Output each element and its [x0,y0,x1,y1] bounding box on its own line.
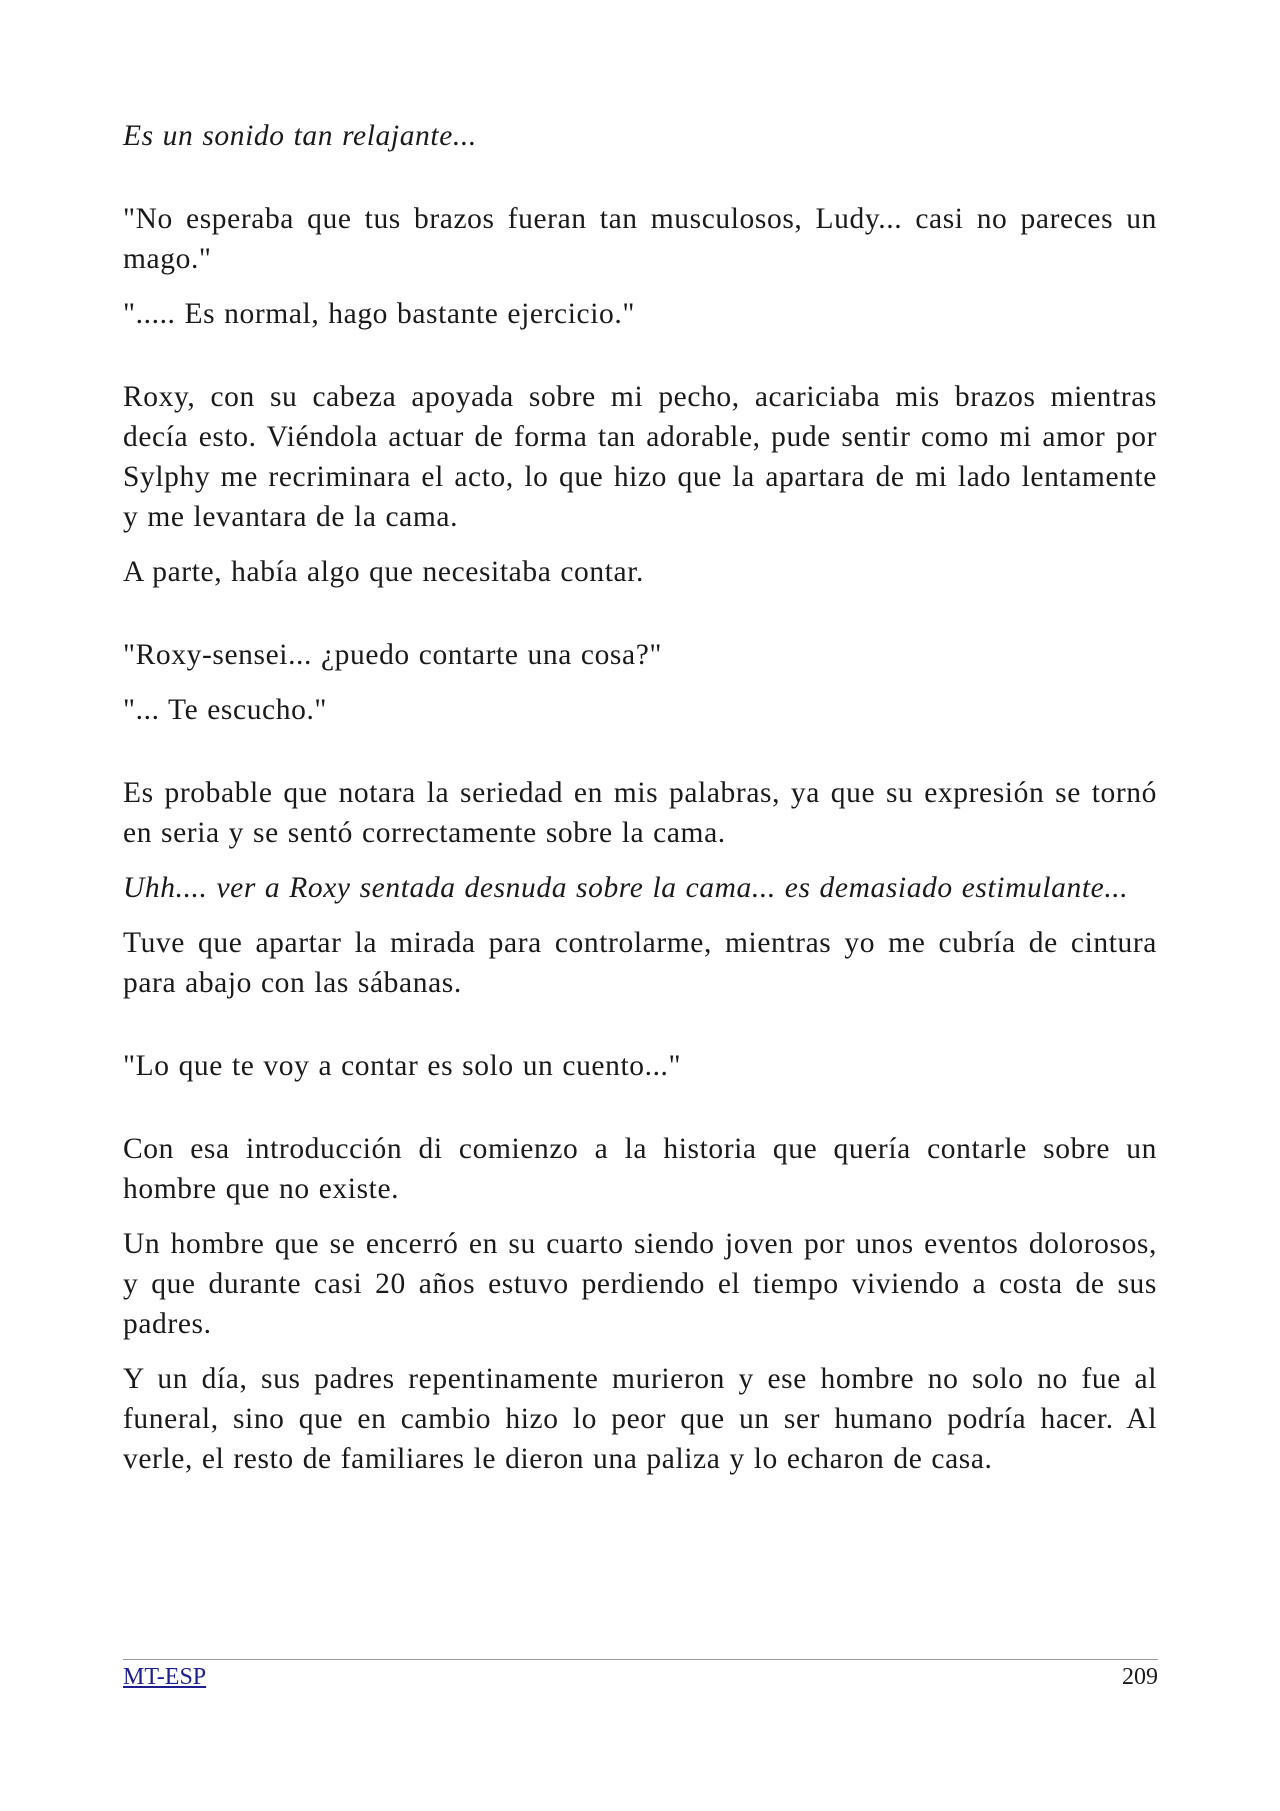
dialogue-line: "Roxy-sensei... ¿puedo contarte una cosa?" [123,639,663,671]
page-number: 209 [1122,1664,1158,1690]
narration-paragraph: Es probable que notara la seriedad en mis palabras, ya que su expresión se tornó en seria y se sentó correctamente sobre la cama. [123,777,1157,849]
footer-divider [123,1659,1158,1660]
narration-paragraph: Un hombre que se encerró en su cuarto siendo joven por unos eventos dolorosos, y que durante casi 20 años estuvo perdiendo el tiempo viviendo a costa de sus padres. [123,1228,1157,1340]
narration-paragraph: Roxy, con su cabeza apoyada sobre mi pecho, acariciaba mis brazos mientras decía esto. Viéndola actuar de forma tan adorable, pude sentir como mi amor por Sylphy me recriminara el acto, lo que hizo que la apartara de mi lado lentamente y me levantara de la cama. [123,381,1157,533]
dialogue-line: "Lo que te voy a contar es solo un cuento..." [123,1050,682,1082]
dialogue-line: "No esperaba que tus brazos fueran tan musculosos, Ludy... casi no pareces un mago." [123,203,1157,275]
footer-site-link[interactable]: MT-ESP [123,1664,207,1690]
narration-paragraph: Tuve que apartar la mirada para controlarme, mientras yo me cubría de cintura para abajo con las sábanas. [123,927,1157,999]
narration-paragraph: A parte, había algo que necesitaba contar. [123,556,645,588]
narration-paragraph: Y un día, sus padres repentinamente murieron y ese hombre no solo no fue al funeral, sino que en cambio hizo lo peor que un ser humano podría hacer. Al verle, el resto de familiares le dieron una paliza y lo echaron de casa. [123,1363,1157,1475]
inner-thought: Uhh.... ver a Roxy sentada desnuda sobre la cama... es demasiado estimulante... [123,872,1129,904]
page-body [123,116,1157,1479]
dialogue-line: "..... Es normal, hago bastante ejercicio." [123,298,635,330]
dialogue-line: "... Te escucho." [123,694,328,726]
inner-thought: Es un sonido tan relajante... [123,120,477,152]
narration-paragraph: Con esa introducción di comienzo a la historia que quería contarle sobre un hombre que no existe. [123,1133,1157,1205]
